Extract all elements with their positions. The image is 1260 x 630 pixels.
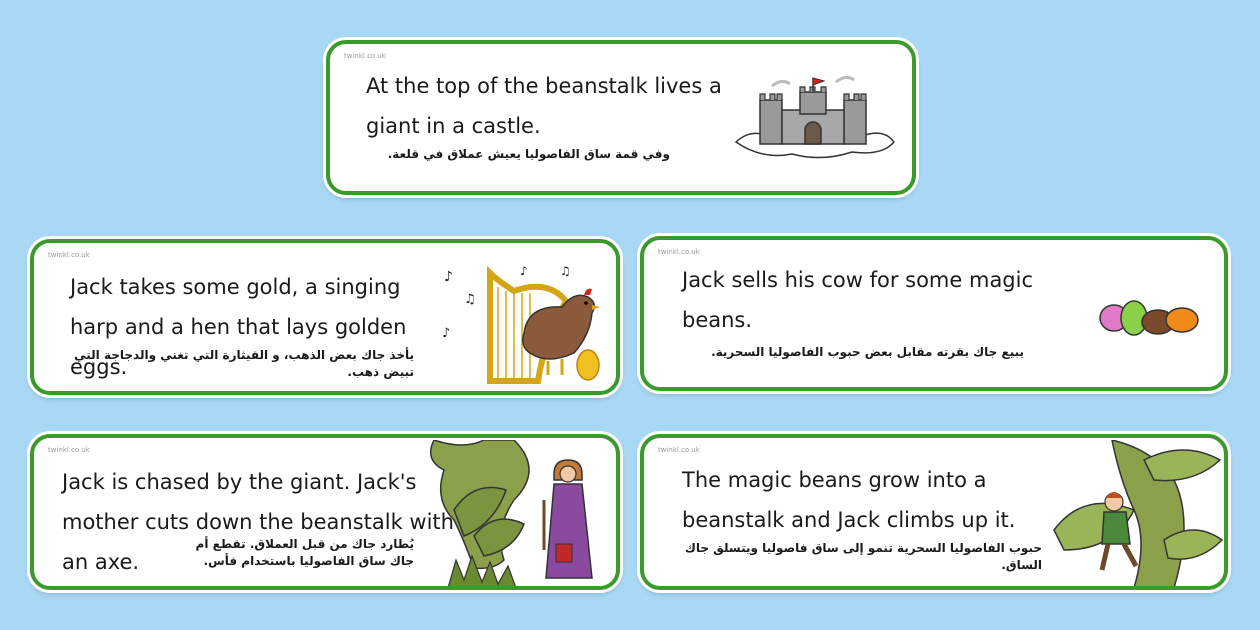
story-card-gold-harp-hen xyxy=(30,239,620,395)
svg-text:♫: ♫ xyxy=(560,264,571,278)
watermark: twinkl.co.uk xyxy=(48,446,90,454)
arabic-sentence: يبيع جاك بقرته مقابل بعض حبوب الفاصوليا السحرية. xyxy=(711,345,1024,359)
english-sentence: Jack sells his cow for some magic beans. xyxy=(682,268,1034,332)
watermark: twinkl.co.uk xyxy=(48,251,90,259)
harp-hen-icon xyxy=(438,261,608,389)
story-card-castle xyxy=(326,40,916,195)
jack-climbing-icon xyxy=(1024,440,1224,588)
english-sentence: Jack takes some gold, a singing harp and a hen that lays golden eggs. xyxy=(70,275,407,379)
arabic-sentence: وفي قمة ساق الفاصوليا يعيش عملاق في قلعة. xyxy=(387,147,670,161)
watermark: twinkl.co.uk xyxy=(658,248,700,256)
svg-text:♪: ♪ xyxy=(444,269,453,285)
english-sentence: The magic beans grow into a beanstalk and Jack climbs up it. xyxy=(682,468,1016,532)
svg-text:♫: ♫ xyxy=(464,292,476,307)
svg-text:♪: ♪ xyxy=(520,264,528,278)
arabic-sentence: يُطارد جاك من قبل العملاق. تقطع أم جاك ساق الفاصوليا باستخدام فأس. xyxy=(195,537,414,568)
english-sentence: At the top of the beanstalk lives a giant in a castle. xyxy=(366,74,722,138)
svg-text:♪: ♪ xyxy=(442,326,451,341)
watermark: twinkl.co.uk xyxy=(344,52,386,60)
story-card-chased-by-giant xyxy=(30,434,620,590)
english-sentence: Jack is chased by the giant. Jack's mother cuts down the beanstalk with an axe. xyxy=(62,470,454,574)
castle-icon xyxy=(732,72,898,164)
beanstalk-mother-icon xyxy=(394,440,616,588)
arabic-sentence: حبوب الفاصوليا السحرية تنمو إلى ساق فاصوليا ويتسلق جاك الساق. xyxy=(684,541,1042,572)
story-card-magic-beans xyxy=(640,236,1228,391)
magic-beans-icon xyxy=(1096,296,1202,342)
story-card-beanstalk-grows xyxy=(640,434,1228,590)
arabic-sentence: يأخذ جاك بعض الذهب، و القيثارة التي تغني والدجاجة التي تبيض ذهب. xyxy=(74,348,414,379)
watermark: twinkl.co.uk xyxy=(658,446,700,454)
